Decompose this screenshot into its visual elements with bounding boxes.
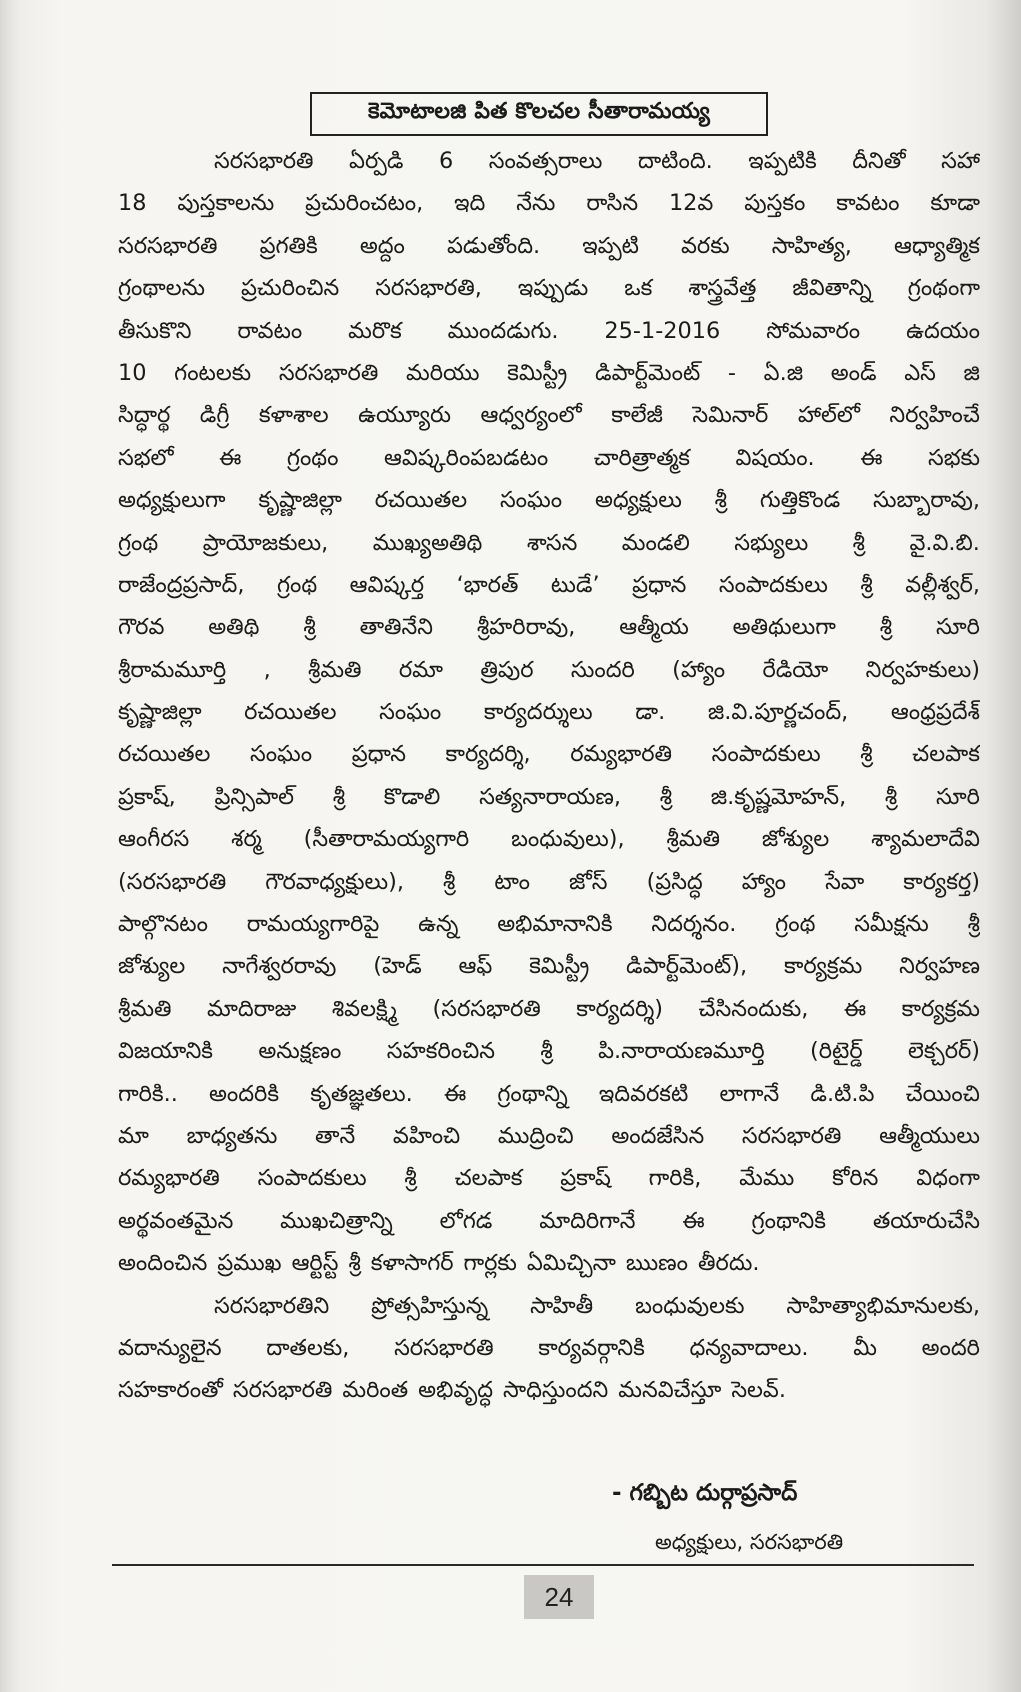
- page-number: 24: [524, 1575, 594, 1619]
- text-line: విజయానికి అనుక్షణం సహకరించిన శ్రీ పి.నారాయణమూర్తి (రిటైర్డ్ లెక్చరర్): [118, 1038, 980, 1065]
- text-line: సరసభారతి ప్రగతికి అద్దం పడుతోంది. ఇప్పటి వరకు సాహిత్య, ఆధ్యాత్మిక: [118, 232, 980, 259]
- text-line: శ్రీరామమూర్తి , శ్రీమతి రమా త్రిపుర సుందరి (హ్యాం రేడియో నిర్వహకులు): [118, 656, 980, 683]
- text-line: గౌరవ అతిథి శ్రీ తాతినేని శ్రీహరిరావు, ఆత్మీయ అతిథులుగా శ్రీ సూరి: [118, 614, 980, 641]
- text-line: 10 గంటలకు సరసభారతి మరియు కెమిస్ట్రీ డిపార్ట్‌మెంట్ - ఏ.జి అండ్ ఎస్ జి: [118, 359, 980, 386]
- author-designation: అధ్యక్షులు, సరసభారతి: [655, 1530, 844, 1554]
- text-line: గ్రంథాలను ప్రచురించిన సరసభారతి, ఇప్పుడు ఒక శాస్త్రవేత్త జీవితాన్ని గ్రంథంగా: [118, 275, 980, 302]
- text-line: కృష్ణాజిల్లా రచయితల సంఘం కార్యదర్శులు డా. జి.వి.పూర్ణచంద్, ఆంధ్రప్రదేశ్: [118, 699, 980, 726]
- text-line: జోశ్యుల నాగేశ్వరరావు (హెడ్ ఆఫ్ కెమిస్ట్రీ డిపార్ట్‌మెంట్), కార్యక్రమ నిర్వహణ: [118, 953, 980, 980]
- chapter-title: కెమోటాలజి పిత కొలచల సీతారామయ్య: [310, 92, 768, 136]
- text-line: అందించిన ప్రముఖ ఆర్టిస్ట్ శ్రీ కళాసాగర్ గార్లకు ఏమిచ్చినా ఋణం తీరదు.: [118, 1250, 760, 1277]
- text-line: సభలో ఈ గ్రంథం ఆవిష్కరింపబడటం చారిత్రాత్మక విషయం. ఈ సభకు: [118, 444, 980, 471]
- text-line: శ్రీమతి మాదిరాజు శివలక్ష్మి (సరసభారతి కార్యదర్శి) చేసినందుకు, ఈ కార్యక్రమ: [118, 995, 980, 1022]
- footer-rule: [112, 1564, 974, 1566]
- text-line: రాజేంద్రప్రసాద్, గ్రంథ ఆవిష్కర్త ‘భారత్ టుడే’ ప్రధాన సంపాదకులు శ్రీ వల్లీశ్వర్,: [118, 571, 980, 598]
- author-signature: - గబ్బిట దుర్గాప్రసాద్: [612, 1480, 798, 1506]
- text-line: రమ్యభారతి సంపాదకులు శ్రీ చలపాక ప్రకాష్ గారికి, మేము కోరిన విధంగా: [118, 1165, 980, 1192]
- text-line: గ్రంథ ప్రాయోజకులు, ముఖ్యఅతిథి శాసన మండలి సభ్యులు శ్రీ వై.వి.బి.: [118, 529, 980, 556]
- text-line: (సరసభారతి గౌరవాధ్యక్షులు), శ్రీ టాం జోస్ (ప్రసిద్ధ హ్యాం సేవా కార్యకర్త): [118, 868, 980, 895]
- text-line: సిద్ధార్థ డిగ్రీ కళాశాల ఉయ్యూరు ఆధ్వర్యంలో కాలేజీ సెమినార్ హాల్‌లో నిర్వహించే: [118, 402, 980, 429]
- text-line: వదాన్యులైన దాతలకు, సరసభారతి కార్యవర్గానికి ధన్యవాదాలు. మీ అందరి: [118, 1334, 980, 1361]
- text-line: సరసభారతిని ప్రోత్సహిస్తున్న సాహితీ బంధువులకు సాహిత్యాభిమానులకు,: [214, 1292, 980, 1319]
- text-line: తీసుకొని రావటం మరొక ముందడుగు. 25-1-2016 సోమవారం ఉదయం: [118, 317, 980, 344]
- text-line: మా బాధ్యతను తానే వహించి ముద్రించి అందజేసిన సరసభారతి ఆత్మీయులు: [118, 1122, 980, 1149]
- text-line: అర్థవంతమైన ముఖచిత్రాన్ని లోగడ మాదిరిగానే ఈ గ్రంథానికి తయారుచేసి: [118, 1207, 980, 1234]
- text-line: ఆంగీరస శర్మ (సీతారామయ్యగారి బంధువులు), శ్రీమతి జోశ్యుల శ్యామలాదేవి: [118, 826, 980, 853]
- text-line: గారికి.. అందరికి కృతజ్ఞతలు. ఈ గ్రంథాన్ని ఇదివరకటి లాగానే డి.టి.పి చేయించి: [118, 1080, 980, 1107]
- text-line: సహకారంతో సరసభారతి మరింత అభివృద్ధ సాధిస్తుందని మనవిచేస్తూ సెలవ్.: [118, 1377, 786, 1404]
- text-line: పాల్గొనటం రామయ్యగారిపై ఉన్న అభిమానానికి నిదర్శనం. గ్రంథ సమీక్షను శ్రీ: [118, 911, 980, 938]
- text-line: సరసభారతి ఏర్పడి 6 సంవత్సరాలు దాటింది. ఇప్పటికి దీనితో సహా: [214, 148, 980, 174]
- text-line: ప్రకాష్, ప్రిన్సిపాల్ శ్రీ కొడాలి సత్యనారాయణ, శ్రీ జి.కృష్ణమోహన్, శ్రీ సూరి: [118, 783, 980, 810]
- body-text: [118, 140, 980, 1412]
- text-line: అధ్యక్షులుగా కృష్ణాజిల్లా రచయితల సంఘం అధ్యక్షులు శ్రీ గుత్తికొండ సుబ్బారావు,: [118, 487, 980, 514]
- text-line: 18 పుస్తకాలను ప్రచురించటం, ఇది నేను రాసిన 12వ పుస్తకం కావటం కూడా: [118, 190, 980, 217]
- text-line: రచయితల సంఘం ప్రధాన కార్యదర్శి, రమ్యభారతి సంపాదకులు శ్రీ చలపాక: [118, 741, 980, 768]
